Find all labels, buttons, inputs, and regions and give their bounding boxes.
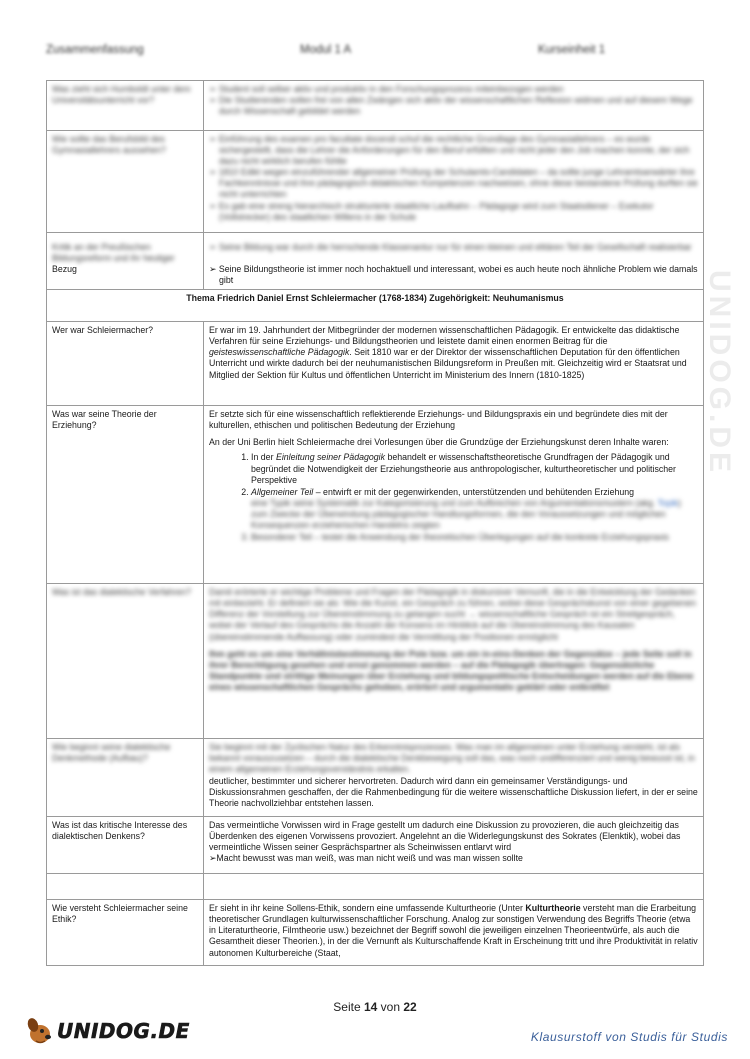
arrow-bullet: ➢Macht bewusst was man weiß, was man nicht weiß und was man wissen sollte [209,853,523,864]
answer-cell [204,406,704,584]
topic-heading: Thema Friedrich Daniel Ernst Schleiermacher (1768-1834) Zugehörigkeit: Neuhumanismus [47,290,704,322]
footer-slogan: Klausurstoff von Studis für Studis [530,1030,728,1044]
empty-cell [204,874,704,900]
list-item: 2. Allgemeiner Teil – entwirft er mit der gegenwirkenden, unterstützenden und behütenden Erziehung eine Typik seine Systematik zur Kategorisierung und zum Aufbrechen von Argumentationsmustern (akg. Topik) zum Zwecke der Überwindung pädagogischer Handlungsformen, die den Voraussetzungen und möglichen Konsequenzen erzieherischen Handelns zeigten [251,487,698,531]
arrow-bullet: ➢ Es gab eine streng hierarchisch strukturierte staatliche Laufbahn – Pädagoge wird zum Staatsdiener – Exekutor (Vollstrecker) des staatlichen Willens in der Schule [209,200,654,222]
page-header [46,44,704,64]
header-right: Kurseinheit 1 [538,44,606,56]
answer-cell: Das vermeintliche Vorwissen wird in Frage gestellt um dadurch eine Diskussion zu provozieren, die auch gleichzeitig das Überdenken des eigenen Vorwissens provoziert. Angelehnt an die Widerlegungskunst des Sokrates (Elenktik), wobei das vermeintliche Wissen seiner Gesprächspartner als Scheinwissen entlarvt wird ➢Macht bewusst was man weiß, was man nicht weiß und was man wissen sollte [204,817,704,874]
summary-table [46,80,704,966]
table-row [47,81,704,131]
topik-link[interactable]: Topik [657,497,679,508]
page-number: Seite 14 von 22 [333,1000,417,1014]
question-cell: Wie beginnt seine dialektische Denkmethode (Aufbau)? [47,739,204,817]
lecture-list [209,452,698,543]
empty-cell [47,874,204,900]
table-row [47,584,704,739]
question-visible: Bezug [52,264,77,274]
answer-cell: Er war im 19. Jahrhundert der Mitbegründer der modernen wissenschaftlichen Pädagogik. Er entwickelte das didaktische Verfahren für seine Erziehungs- und Bildungstheorien und leistete damit einen enormen Beitrag für die geisteswissenschaftliche Pädagogik. Seit 1810 war er der Direktor der wissenschaftlichen Deputation für den öffentlichen Unterricht und wirkte dadurch bei der neuhumanistischen Bildungsreform in Preußen mit. Gleichzeitig wird er Staatsrat und Mitglied der Sektion für Kultus und öffentlichen Unterricht im Ministerium des Innern (1810-1825) [204,322,704,406]
side-watermark: UNIDOG.DE [703,270,736,477]
table-row [47,739,704,817]
table-row [47,874,704,900]
question-cell: Was zieht sich Humboldt unter dem Universitätsunterricht vor? [47,81,204,131]
question-cell: Wie sollte das Berufsbild des Gymnasiallehrers aussehen? [47,131,204,233]
arrow-bullet: ➢ 1810 Edikt wegen einzuführender allgemeiner Prüfung der Schulamts-Candidaten – da sollte junge Lehramtsanwärter ihre Fachkenntnisse und ihre pädagogisch-didaktischen Kompetenzen nachweisen, ohne diese bestandene Prüfung durften sie nicht unterrichten [209,167,698,200]
question-cell: Was ist das dialektische Verfahren? [47,584,204,739]
arrow-bullet: ➢ Seine Bildungstheorie ist immer noch hochaktuell und interessant, wobei es auch heute noch ähnliche Problem wie damals gibt [209,264,698,286]
answer-blurred: ➢ Seine Bildung war durch die herrschende Klassenantur nur für einen kleinen und elitären Teil der Gesellschaft realisierbar [209,242,692,252]
answer-cell [204,81,704,131]
list-item: 3. Besonderer Teil – testet die Anwendung der theoretischen Überlegungen auf die konkrete Erziehungspraxis [251,532,698,543]
question-cell: Wie versteht Schleiermacher seine Ethik? [47,900,204,966]
table-row [47,817,704,874]
unidog-logo [24,1014,190,1048]
answer-cell [204,233,704,290]
table-row [47,290,704,322]
answer-visible: deutlicher, bestimmter und sicherer hervortreten. Dadurch wird dann ein gemeinsamer Verständigungs- und Diskussionsrahmen geschaffen, der die Rahmenbedingung für die weitere wissenschaftliche Diskussion liefert, in der er seine Theorie nachvollziehbar entstehen lassen. [209,776,698,809]
arrow-bullet: ➢ Student soll selber aktiv und produktiv in den Forschungsprozess miteinbezogen werden [209,84,564,94]
lecture-intro: An der Uni Berlin hielt Schleiermache drei Vorlesungen über die Grundzüge der Erziehungskunst deren Inhalte waren: [209,437,669,448]
question-cell: Was war seine Theorie der Erziehung? [47,406,204,584]
table-row [47,900,704,966]
table-row [47,406,704,584]
header-left: Zusammenfassung [46,44,144,56]
list-item: 1. In der Einleitung seiner Pädagogik behandelt er wissenschaftstheoretische Grundfragen der Pädagogik und begründet die Notwendigkeit der Erziehungstheorie aus anthropologischer, kulturtheoretischer und politischer Perspektive [251,452,698,485]
answer-cell [204,739,704,817]
answer-cell [204,131,704,233]
table-row [47,131,704,233]
theory-paragraph: Er setzte sich für eine wissenschaftlich reflektierende Erziehungs- und Bildungspraxis ein und begründete dies mit der kulturellen, ethischen und politischen Bedeutung der Erziehung [209,409,668,431]
logo-text: UNIDOG.DE [57,1019,190,1043]
dog-icon [24,1016,54,1046]
answer-blurred: Sie beginnt mit der Zyclischen Natur des Erkenntnisprozesses. Was man im allgemeinen unter Erziehung versteht, ist als bekannt vorauszusetzen – durch die dialektische Denkbewegung soll das, was noch undifferenziert und wenig bewusst ist, in einem allgemeinen Erziehungsverständnis erkalten. [209,742,695,775]
question-cell: Was ist das kritische Interesse des dialektischen Denkens? [47,817,204,874]
table-row [47,322,704,406]
question-blurred: Kritik an der Preußischen Bildungsreform und ihr heutiger [52,242,175,264]
arrow-bullet: ➢ Einführung des examen pro facultate docendi schuf die rechtliche Grundlage des Gymnasiallehrers – es wurde sichergestellt, dass die Lehrer die Anforderungen für den Beruf erfüllten und nicht jeder den Job machen konnte, der sich dazu nicht wirklich berufen fühlte [209,134,690,167]
answer-cell: Damit erörterte er wichtige Probleme und Fragen der Pädagogik in diskursiver Vernunft, die in die Entwicklung der Gedanken mit einbezieht. Er definiert sie als: Wie die Kunst, ein Gespräch zu führen, wobei diese Gesprächskunst von einer gegebenen Differenz der Vorstellung zur Übereinstimmung zu gelangen sucht → wissenschaftliche Gespräch ist ein Streitgespräch, wobei der Verlauf des Gesprächs die Anzahl der Konsens im Hinblick auf die Übereinstimmung des Kausalen (übereinstimmende Auffassung) oder zumindest die Vermittlung der Positionen ermöglicht Ihm geht es um eine Verhältnisbestimmung der Pole bzw. um ein in-eins-Denken der Gegensätze – jede Seite soll in ihrer Berechtigung gesehen und ernst genommen werden – auf die Pädagogik übertragen: Gegensätzliche Standpunkte und strittige Meinungen über Erziehung und bildungspolitische Entscheidungen werden auf die Ebene eines wissenschaftlichen Gesprächs gehoben, erörtert und argumentativ geklärt oder entkräftet [204,584,704,739]
header-center: Modul 1 A [300,44,352,56]
answer-cell: Er sieht in ihr keine Sollens-Ethik, sondern eine umfassende Kulturtheorie (Unter Kulturtheorie versteht man die Erarbeitung theoretischer Grundlagen kulturwissenschaftlicher Forschung. Analog zur sonstigen Verwendung des Begriffs Theorie (etwa in Literaturtheorie, Filmtheorie usw.) bezeichnet der Begriff sowohl die jeweiligen einzelnen Theorieentwürfe, als auch die Gesamtheit dieser Theorien.), in der die Vernunft als Kulturschaffende Kraft in Erscheinung tritt und ihre Produktivität in relativ autonomen Kulturbereiche (Staat, [204,900,704,966]
question-cell: Wer war Schleiermacher? [47,322,204,406]
question-cell [47,233,204,290]
arrow-bullet: ➢ Die Studierenden sollen frei von allen Zwängen sich aktiv der wissenschaftlichen Reflexion widmen und auf diesem Wege durch Wissenschaft gebildet werden [209,95,693,117]
table-row [47,233,704,290]
